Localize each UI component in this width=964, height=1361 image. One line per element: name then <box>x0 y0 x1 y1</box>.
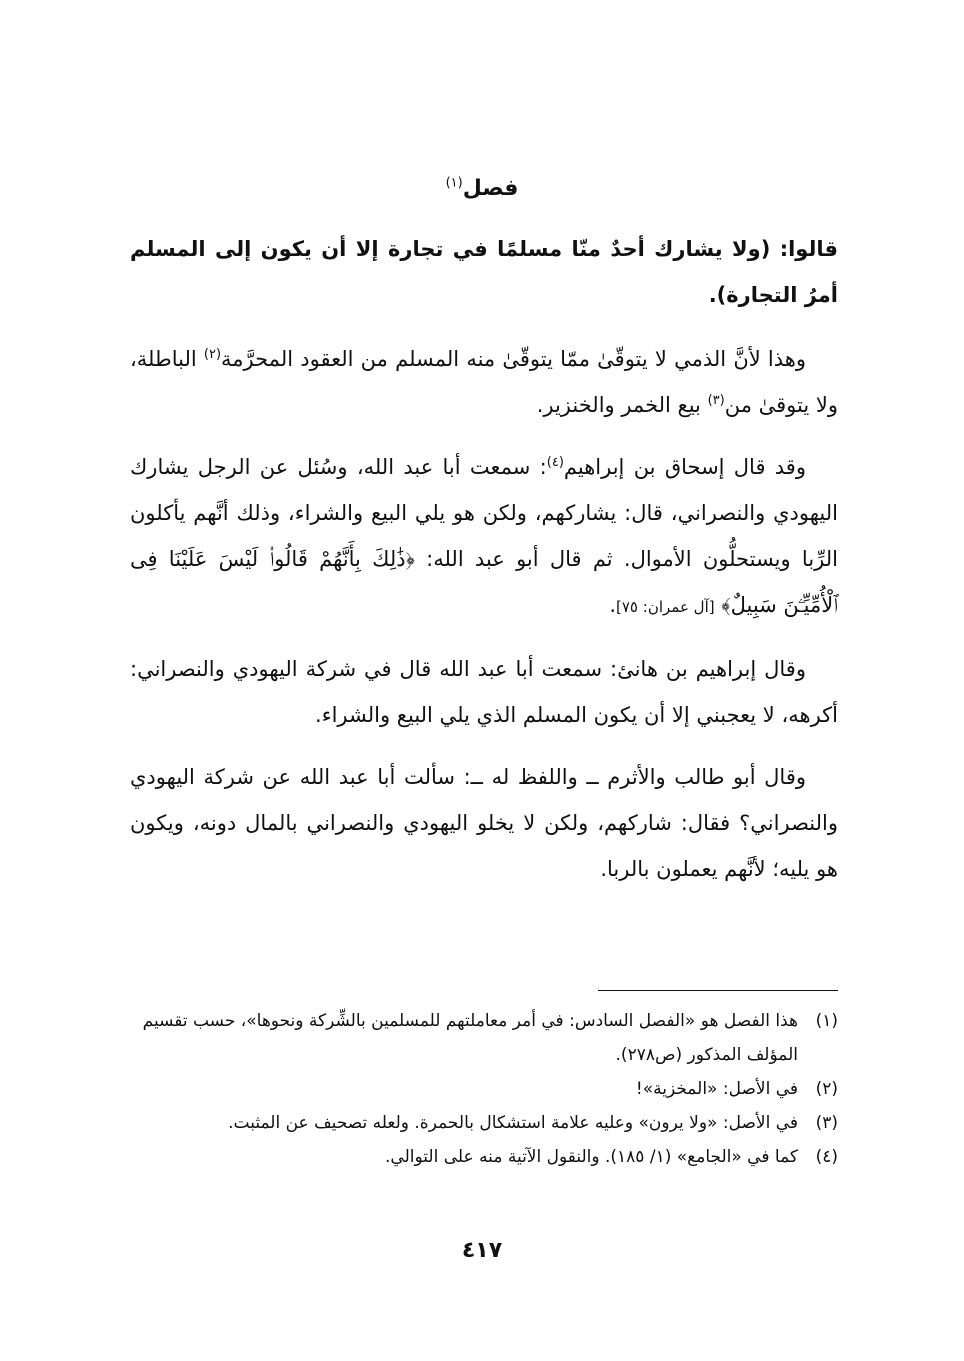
footnotes <box>130 1004 838 1174</box>
paragraph-explanation-text-1: وهذا لأنَّ الذمي لا يتوقّىٰ ممّا يتوقّىٰ منه المسلم من العقود المحرَّمة <box>221 347 807 371</box>
paragraph-abu-talib-narration: وقال أبو طالب والأثرم ــ واللفظ له ــ: سألت أبا عبد الله عن شركة اليهودي والنصراني؟ فقال: شاركهم، ولكن لا يخلو اليهودي والنصراني بالمال دونه، ويكون هو يليه؛ لأنَّهم يعملون بالربا. <box>130 765 838 881</box>
footnote-text: في الأصل: «المخزية»! <box>635 1079 798 1099</box>
verse-reference: [آل عمران: ٧٥] <box>616 598 715 616</box>
footnote-text: كما في «الجامع» (١/ ١٨٥). والنقول الآتية منه على التوالي. <box>385 1147 798 1167</box>
paragraph-explanation-text-2: الباطلة، ولا يتوقىٰ من <box>130 347 838 417</box>
footnote-divider <box>598 990 838 991</box>
footnote-ref-1: (١) <box>445 175 463 191</box>
footnote-text: في الأصل: «ولا يرون» وعليه علامة استشكال بالحمرة. ولعله تصحيف عن المثبت. <box>228 1113 798 1133</box>
paragraph-ishaq-text-2: : سمعت أبا عبد الله، وسُئل عن الرجل يشارك اليهودي والنصراني، قال: يشاركهم، ولكن هو يلي البيع والشراء، وذلك أنَّهم يأكلون الرِّبا ويستحلُّون الأموال. ثم قال أبو عبد الله: <box>130 455 838 571</box>
paragraph-opening-statement: قالوا: (ولا يشارك أحدٌ منّا مسلمًا في تجارة إلا أن يكون إلى المسلم أمرُ التجارة). <box>130 237 838 307</box>
main-text <box>130 226 838 892</box>
footnote-text: هذا الفصل هو «الفصل السادس: في أمر معاملتهم للمسلمين بالشِّركة ونحوها»، حسب تقسيم المؤلف المذكور (ص٢٧٨). <box>142 1011 798 1065</box>
page-number: ٤١٧ <box>461 1238 503 1263</box>
footnote-number: (١) <box>815 1011 838 1031</box>
paragraph-ishaq-text-3: . <box>609 593 617 617</box>
paragraph-ishaq-text-1: وقد قال إسحاق بن إبراهيم <box>563 455 806 479</box>
footnote-item <box>130 1004 838 1072</box>
quran-verse: ﴿ذَٰلِكَ بِأَنَّهُمْ قَالُوا۟ لَيْسَ عَلَيْنَا فِى ٱلْأُمِّيِّـۧنَ سَبِيلٌ﴾ <box>130 547 838 617</box>
paragraph-ibrahim-narration: وقال إبراهيم بن هانئ: سمعت أبا عبد الله قال في شركة اليهودي والنصراني: أكرهه، لا يعجبني إلا أن يكون المسلم الذي يلي البيع والشراء. <box>130 657 838 727</box>
footnote-number: (٢) <box>815 1079 838 1099</box>
footnote-item <box>130 1106 838 1140</box>
section-heading <box>0 176 964 201</box>
paragraph-ishaq-narration <box>130 444 838 630</box>
footnote-ref-4: (٤) <box>546 455 564 470</box>
footnote-ref-2: (٢) <box>203 347 222 362</box>
footnote-ref-3: (٣) <box>707 393 725 408</box>
section-heading-title: فصل <box>462 176 519 201</box>
paragraph-explanation <box>130 336 838 428</box>
footnote-item <box>130 1072 838 1106</box>
footnote-item <box>130 1140 838 1174</box>
footnote-number: (٣) <box>815 1113 838 1133</box>
paragraph-explanation-text-3: بيع الخمر والخنزير. <box>536 393 708 417</box>
footnote-number: (٤) <box>815 1147 838 1167</box>
